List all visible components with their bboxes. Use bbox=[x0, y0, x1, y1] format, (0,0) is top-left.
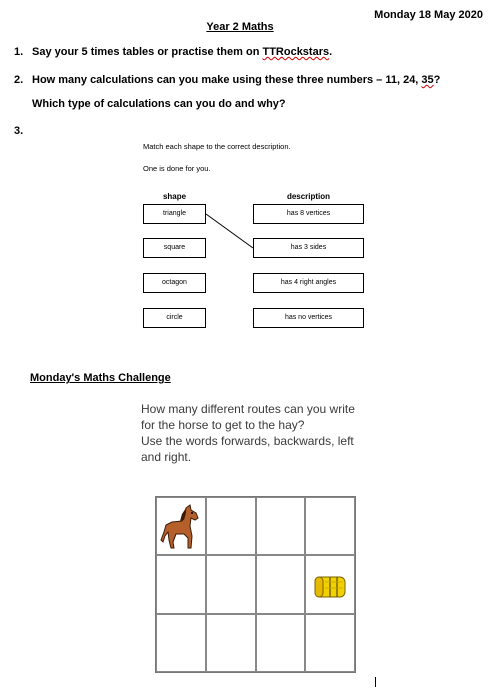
shape-box-octagon: octagon bbox=[143, 273, 206, 293]
grid-cell bbox=[156, 497, 206, 555]
shape-box-circle: circle bbox=[143, 308, 206, 328]
grid-cell bbox=[156, 614, 206, 672]
description-box-8-vertices: has 8 vertices bbox=[253, 204, 364, 224]
grid-cell bbox=[256, 497, 306, 555]
question-2-end: ? bbox=[433, 74, 441, 86]
challenge-title: Monday's Maths Challenge bbox=[30, 372, 171, 384]
question-2-text: How many calculations can you make using these three numbers – 11, 24, bbox=[32, 74, 422, 86]
question-2-followup: Which type of calculations can you do and why? bbox=[32, 98, 286, 110]
question-1-number: 1. bbox=[14, 46, 24, 58]
question-2-number-35: 35 bbox=[421, 74, 434, 86]
question-1-link-text: TTRockstars bbox=[262, 46, 330, 58]
question-1-text: Say your 5 times tables or practise them on bbox=[32, 46, 263, 58]
date-heading: Monday 18 May 2020 bbox=[374, 9, 483, 21]
shape-box-triangle: triangle bbox=[143, 204, 206, 224]
question-2-number: 2. bbox=[14, 74, 24, 86]
grid-cell bbox=[256, 614, 306, 672]
grid-cell bbox=[305, 614, 355, 672]
shape-box-square: square bbox=[143, 238, 206, 258]
description-box-no-vertices: has no vertices bbox=[253, 308, 364, 328]
prompt-line-3: Use the words forwards, backwards, left bbox=[141, 434, 354, 448]
grid-cell bbox=[256, 555, 306, 613]
grid-cell bbox=[305, 497, 355, 555]
shape-column-header: shape bbox=[162, 192, 187, 201]
description-box-3-sides: has 3 sides bbox=[253, 238, 364, 258]
horse-icon bbox=[160, 504, 200, 555]
matching-instruction: Match each shape to the correct description. bbox=[143, 142, 291, 151]
prompt-line-1: How many different routes can you write bbox=[141, 402, 355, 416]
grid-cell bbox=[206, 555, 256, 613]
question-3-number: 3. bbox=[14, 125, 24, 137]
page-title: Year 2 Maths bbox=[206, 21, 274, 33]
grid-cell bbox=[156, 555, 206, 613]
description-box-4-right-angles: has 4 right angles bbox=[253, 273, 364, 293]
prompt-line-4: and right. bbox=[141, 450, 192, 464]
grid-cell bbox=[206, 614, 256, 672]
hay-bale-icon bbox=[313, 573, 347, 604]
text-cursor bbox=[375, 677, 376, 687]
grid-cell bbox=[305, 555, 355, 613]
matching-note: One is done for you. bbox=[143, 164, 211, 173]
grid-cell bbox=[206, 497, 256, 555]
prompt-line-2: for the horse to get to the hay? bbox=[141, 418, 305, 432]
route-grid bbox=[155, 496, 356, 673]
challenge-prompt bbox=[141, 401, 381, 465]
question-1-end: . bbox=[329, 46, 333, 58]
description-column-header: description bbox=[286, 192, 331, 201]
